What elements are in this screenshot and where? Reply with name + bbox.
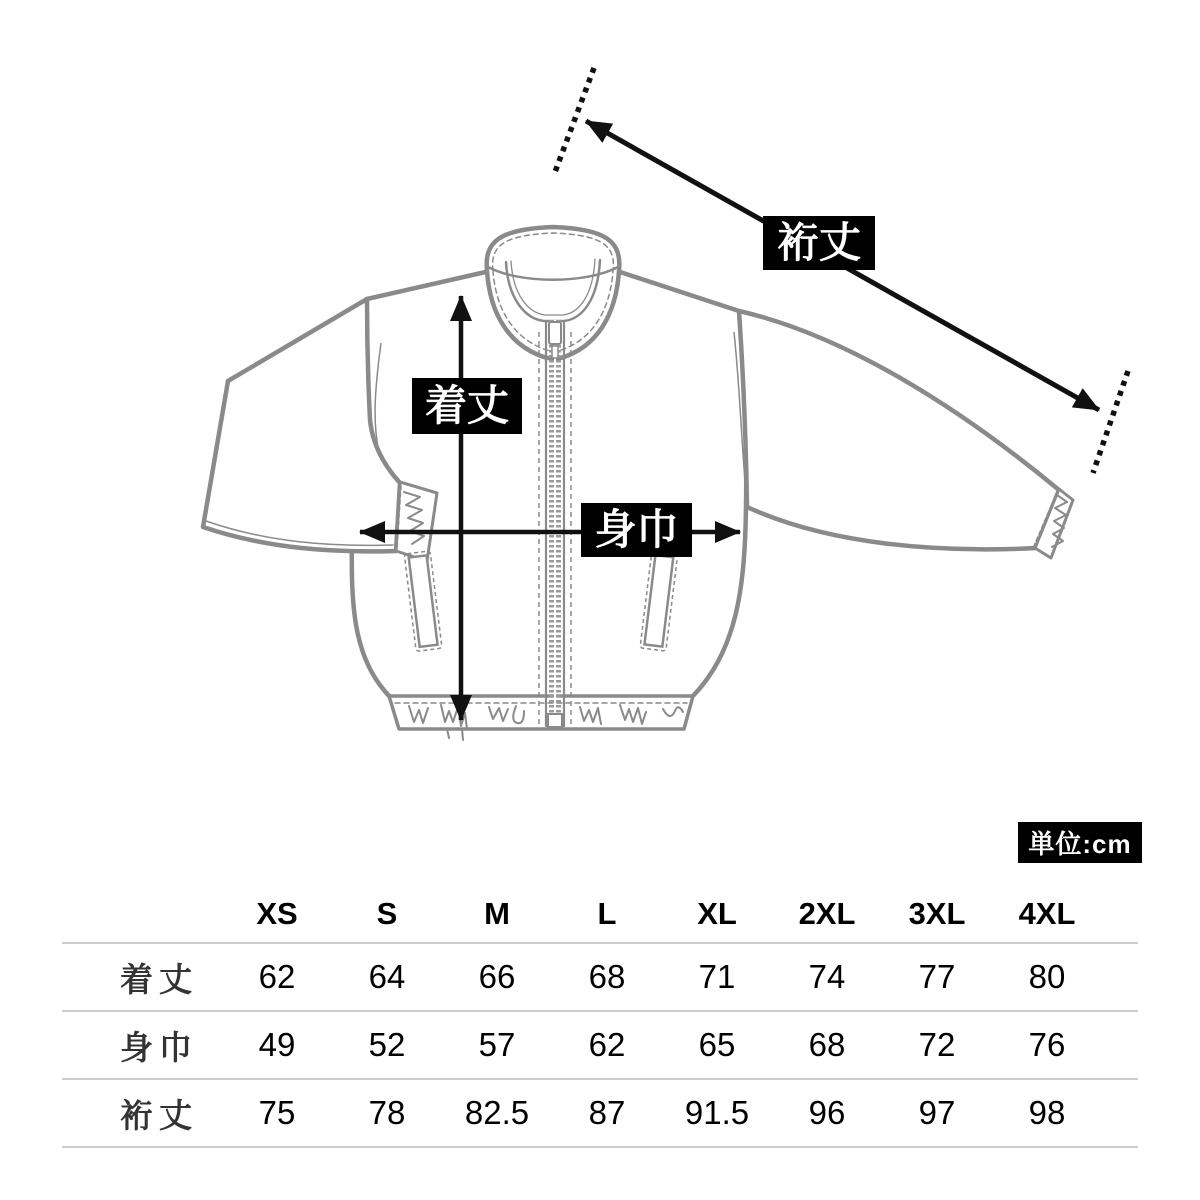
size-value-cell: 71 [698,958,736,995]
size-value-cell: 62 [258,958,296,995]
size-value-cell: 75 [258,1094,296,1131]
body-width-label: 身巾 [581,503,692,557]
header-spacer [62,885,222,942]
size-value-cell: 77 [918,958,956,995]
size-value-cell: 66 [478,958,516,995]
unit-badge: 単位:cm [1018,822,1142,863]
size-value-cell: 82.5 [464,1094,530,1131]
row-label: 着丈 [120,960,198,998]
size-column-header: XL [697,895,737,931]
size-header-row [62,885,1138,942]
size-value-cell: 68 [808,1026,846,1063]
measurement-row-body-width [62,1010,1138,1078]
size-value-cell: 72 [918,1026,956,1063]
size-value-cell: 98 [1028,1094,1066,1131]
measurement-row-body-length [62,942,1138,1010]
size-column-header: M [484,895,510,931]
jacket-hem-band [389,696,693,740]
jacket-right-sleeve [739,311,1073,558]
size-value-cell: 87 [588,1094,626,1131]
size-value-cell: 68 [588,958,626,995]
size-value-cell: 64 [368,958,406,995]
size-value-cell: 96 [808,1094,846,1131]
size-column-header: 3XL [908,895,966,931]
zipper-pull [549,322,561,344]
size-column-header: XS [256,895,298,931]
size-table [62,885,1138,1148]
size-value-cell: 62 [588,1026,626,1063]
row-label: 身巾 [120,1028,198,1066]
dotted-guide-bottom [1093,371,1128,473]
row-label: 裄丈 [120,1096,198,1134]
size-value-cell: 74 [808,958,846,995]
size-value-cell: 57 [478,1026,516,1063]
measurement-row-sleeve-length [62,1078,1138,1148]
size-column-header: L [597,895,617,931]
size-value-cell: 78 [368,1094,406,1131]
sleeve-length-label: 裄丈 [763,216,875,270]
size-value-cell: 80 [1028,958,1066,995]
body-length-label: 着丈 [412,378,522,434]
size-column-header: 4XL [1018,895,1076,931]
size-value-cell: 49 [258,1026,296,1063]
size-column-header: S [376,895,398,931]
size-column-header: 2XL [798,895,856,931]
size-value-cell: 52 [368,1026,406,1063]
size-value-cell: 97 [918,1094,956,1131]
size-value-cell: 65 [698,1026,736,1063]
size-value-cell: 91.5 [684,1094,750,1131]
size-value-cell: 76 [1028,1026,1066,1063]
